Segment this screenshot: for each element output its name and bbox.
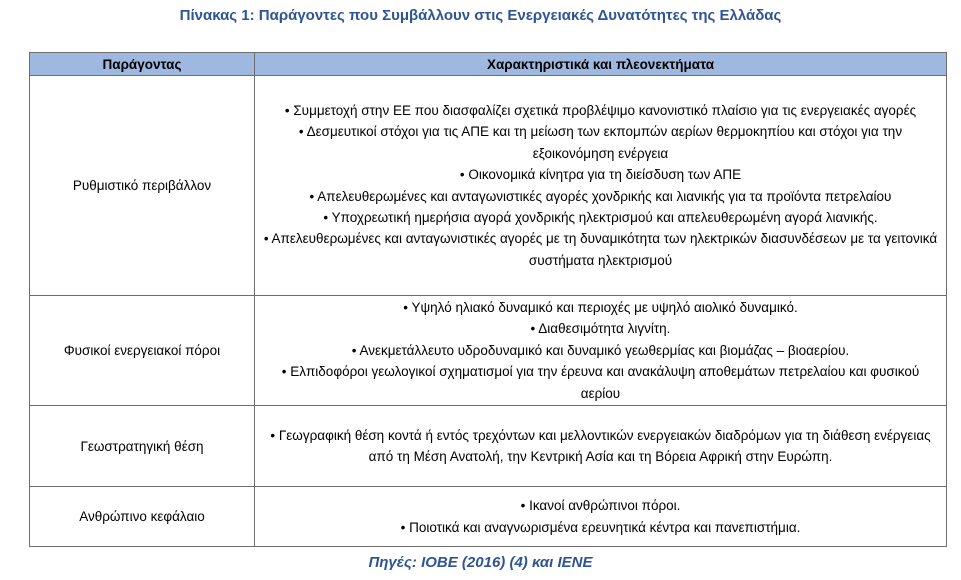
factor-cell: Ρυθμιστικό περιβάλλον [30, 76, 255, 296]
factor-cell: Ανθρώπινο κεφάλαιο [30, 487, 255, 547]
factor-cell: Γεωστρατηγική θέση [30, 406, 255, 487]
factors-table [29, 52, 947, 547]
header-characteristics: Χαρακτηριστικά και πλεονεκτήματα [255, 53, 947, 76]
bullet-item: • Υψηλό ηλιακό δυναμικό και περιοχές με υψηλό αιολικό δυναμικό. [403, 299, 798, 315]
bullet-item: • Ελπιδοφόροι γεωλογικοί σχηματισμοί για την έρευνα και ανακάλυψη αποθεμάτων πετρελαίου και φυσικού αερίου [281, 364, 920, 401]
bullet-item: • Ικανοί ανθρώπινοι πόροι. [520, 498, 681, 514]
factor-cell: Φυσικοί ενεργειακοί πόροι [30, 296, 255, 406]
characteristics-cell [255, 76, 947, 296]
characteristics-cell [255, 487, 947, 547]
bullet-item: • Απελευθερωμένες και ανταγωνιστικές αγορές χονδρικής και λιανικής για τα προϊόντα πετρελαίου [309, 188, 892, 204]
table-row [30, 406, 947, 487]
bullet-item: • Ποιοτικά και αναγνωρισμένα ερευνητικά κέντρα και πανεπιστήμια. [400, 519, 801, 535]
bullet-item: • Συμμετοχή στην ΕΕ που διασφαλίζει σχετικά προβλέψιμο κανονιστικό πλαίσιο για τις ενεργειακές αγορές [284, 102, 917, 118]
table-row [30, 76, 947, 296]
table-header-row [30, 53, 947, 76]
bullet-item: • Απελευθερωμένες και ανταγωνιστικές αγορές με τη δυναμικότητα των ηλεκτρικών διασυνδέσεων με τα γειτονικά συστήματα ηλεκτρισμού [263, 231, 938, 268]
bullet-item: • Υποχρεωτική ημερήσια αγορά χονδρικής ηλεκτρισμού και απελευθερωμένη αγορά λιανικής. [323, 209, 878, 225]
source-note: Πηγές: ΙΟΒΕ (2016) (4) και ΙΕΝΕ [368, 554, 593, 571]
table-caption: Πίνακας 1: Παράγοντες που Συμβάλλουν στις Ενεργειακές Δυνατότητες της Ελλάδας [179, 7, 782, 24]
bullet-item: • Ανεκμετάλλευτο υδροδυναμικό και δυναμικό γεωθερμίας και βιομάζας – βιοαερίου. [351, 342, 850, 358]
characteristics-cell [255, 406, 947, 487]
bullet-item: • Οικονομικά κίνητρα για τη διείσδυση των ΑΠΕ [459, 167, 742, 183]
bullet-item: • Δεσμευτικοί στόχοι για τις ΑΠΕ και τη μείωση των εκπομπών αερίων θερμοκηπίου και στόχοι για την εξοικονόμηση ενέργεια [298, 124, 903, 161]
table-row [30, 487, 947, 547]
table-row [30, 296, 947, 406]
characteristics-cell [255, 296, 947, 406]
bullet-item: • Διαθεσιμότητα λιγνίτη. [530, 321, 671, 337]
bullet-item: • Γεωγραφική θέση κοντά ή εντός τρεχόντων και μελλοντικών ενεργειακών διαδρόμων για τη διάθεση ενέργειας από τη Μέση Ανατολή, την Κεντρική Ασία και τη Βόρεια Αφρική στην Ευρώπη. [270, 427, 931, 464]
header-factor: Παράγοντας [30, 53, 255, 76]
